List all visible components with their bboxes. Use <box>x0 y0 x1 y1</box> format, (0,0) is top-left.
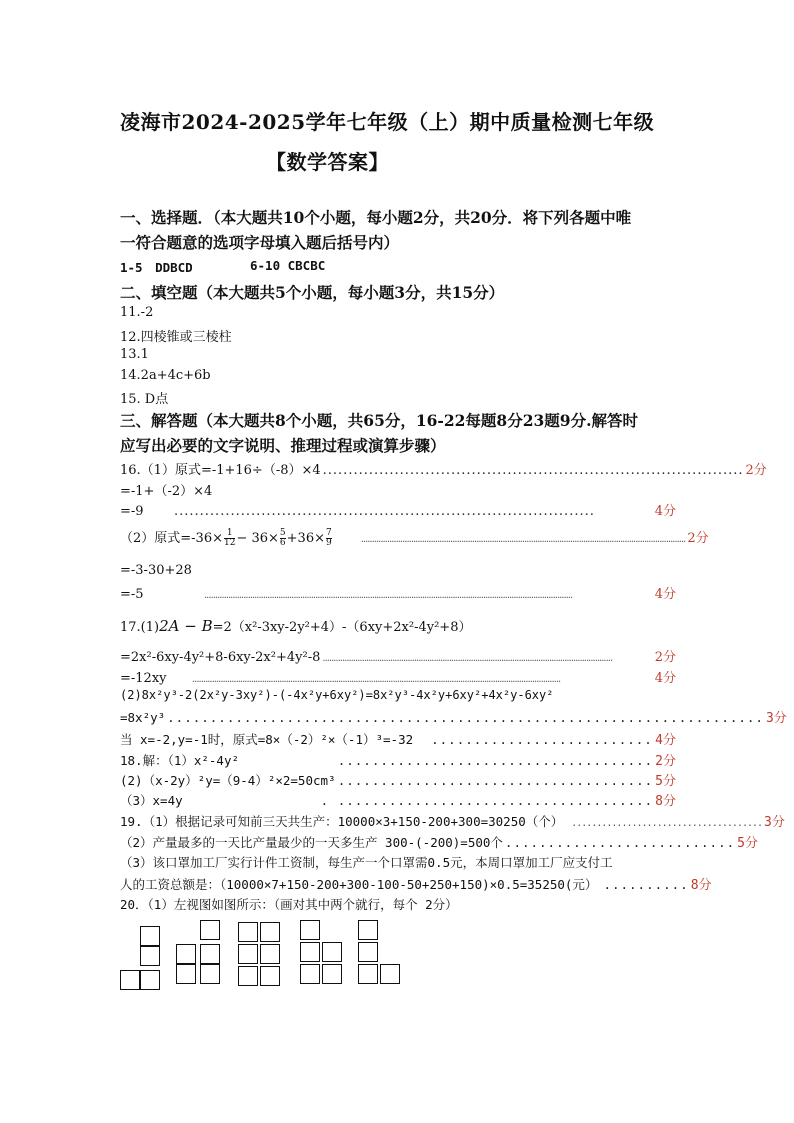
q18-part1: 18.解：（1）x²-4y² <box>120 753 240 768</box>
leader-dots: ..................................... <box>337 753 654 768</box>
q16-line6 <box>120 583 676 602</box>
fraction: $\frac{5}{6}$ <box>279 528 286 548</box>
q18-part2: (2)（x-2y）²y=（9-4）²×2=50cm³ <box>120 773 336 788</box>
q17-line3 <box>120 667 676 686</box>
q16-part2-step2: =-3-30+28 <box>120 563 192 578</box>
q16-line1 <box>120 459 767 478</box>
q18-line1 <box>120 750 676 769</box>
left-view-figure-2 <box>176 920 220 988</box>
q16-line3 <box>120 500 676 519</box>
left-view-figure-3 <box>238 922 284 988</box>
choice-answers-1-5: 1-5 DDBCD <box>120 260 193 275</box>
leader-dots: .......................... <box>431 732 653 747</box>
section1-heading: 一、选择题．（本大题共10个小题，每小题2分，共20分．将下列各题中唯 <box>120 208 632 227</box>
answer-14: 14.2a+4c+6b <box>120 368 211 383</box>
q17-line6 <box>120 729 676 748</box>
q16-step1: 16.（1）原式=-1+16÷（-8）×4 <box>120 463 321 478</box>
leader-dots: ...................................... <box>571 818 763 829</box>
q19-line1 <box>120 811 785 830</box>
answer-13: 13.1 <box>120 347 149 362</box>
leader-dots: . ..................................... <box>320 793 654 808</box>
q17-part2-line1: (2)8x²y³-2(2x²y-3xy²)-(-4x²y+6xy²)=8x²y³-4x²y+6xy²+4x²y-6xy² <box>120 688 554 702</box>
q19-part1: 19.（1）根据记录可知前三天共生产：10000×3+150-200+300=30250（个） <box>120 814 564 829</box>
q19-line4 <box>120 874 712 893</box>
q16-part2-step3: =-5 <box>120 587 144 602</box>
score-mark: 3分 <box>765 711 787 726</box>
q16-step2: =-1+（-2）×4 <box>120 484 213 499</box>
fraction: $\frac{1}{12}$ <box>224 528 236 548</box>
q19-part3: （3）该口罩加工厂实行计件工资制，每生产一个口罩需0.5元，本周口罩加工厂应支付工 <box>120 855 613 870</box>
score-mark: 2分 <box>745 463 767 478</box>
leader-dots: ...................................................................... <box>167 710 764 725</box>
leader-dots: .................................................................................. <box>174 504 595 519</box>
leader-dots: ......................................................................................................................................................................... <box>192 674 561 685</box>
q17-part2-step2: =8x²y³ <box>120 710 166 725</box>
section3-heading: 三、解答题（本大题共8个小题，共65分，16-22每题8分23题9分.解答时 <box>120 411 638 430</box>
answer-15: 15. D点 <box>120 392 169 407</box>
section3-heading-cont: 应写出必要的文字说明、推理过程或演算步骤） <box>120 436 446 455</box>
leader-dots: .......... <box>603 877 689 892</box>
fraction: $\frac{7}{9}$ <box>325 528 332 548</box>
section2-heading: 二、填空题（本大题共5个小题，每小题3分，共15分） <box>120 283 505 302</box>
score-mark: 3分 <box>764 815 785 830</box>
score-mark: 2分 <box>655 754 676 769</box>
section1-heading-cont: 一符合题意的选项字母填入题后括号内） <box>120 233 400 252</box>
answer-12: 12.四棱锥或三棱柱 <box>120 330 232 345</box>
q17-step3: =-12xy <box>120 671 167 686</box>
q17-line1: 17.(1)2A − B=2（x²-3xy-2y²+4）-（6xy+2x²-4y²+8） <box>120 617 472 635</box>
score-mark: 2分 <box>687 531 709 546</box>
score-mark: 2分 <box>654 650 676 665</box>
leader-dots: ..................................................................................................................................................... <box>360 534 686 545</box>
leader-dots: ........................... <box>504 835 736 850</box>
left-view-figure-4 <box>300 920 346 988</box>
leader-dots: ..................................................................................................................................... <box>322 653 613 664</box>
q17-part2-step3: 当 x=-2,y=-1时，原式=8×（-2）²×（-1）³=-32 <box>120 732 414 747</box>
q17-step2: =2x²-6xy-4y²+8-6xy-2x²+4y²-8 <box>120 650 321 665</box>
score-mark: 8分 <box>655 794 676 809</box>
score-mark: 4分 <box>655 733 676 748</box>
q17-expression: 2A − B <box>159 617 213 635</box>
q19-line2 <box>120 832 758 851</box>
score-mark: 5分 <box>655 774 676 789</box>
q17-line2 <box>120 646 676 665</box>
leader-dots: ..................................... <box>337 773 654 788</box>
q18-line2 <box>120 770 676 789</box>
document-subtitle: 【数学答案】 <box>266 150 389 174</box>
q18-line3 <box>120 790 676 809</box>
score-mark: 4分 <box>654 587 676 602</box>
score-mark: 5分 <box>737 836 758 851</box>
q18-part3: （3）x=4y <box>120 793 183 808</box>
left-view-figure-1 <box>120 926 164 990</box>
q16-line4 <box>120 527 709 548</box>
q19-part2: （2）产量最多的一天比产量最少的一天多生产 300-(-200)=500个 <box>120 835 503 850</box>
choice-answers-6-10: 6-10 CBCBC <box>250 258 326 273</box>
score-mark: 4分 <box>654 504 676 519</box>
answer-11: 11.-2 <box>120 305 154 320</box>
q19-part3-cont: 人的工资总额是：（10000×7+150-200+300-100-50+250+150)×0.5=35250(元） <box>120 877 598 892</box>
document-title: 凌海市2024-2025学年七年级（上）期中质量检测七年级 <box>120 110 655 134</box>
score-mark: 8分 <box>690 878 712 893</box>
score-mark: 4分 <box>654 671 676 686</box>
leader-dots: ......................................................................................................................................................................... <box>204 590 573 601</box>
q16-step3: =-9 <box>120 504 144 519</box>
q16-part2-expression: （2）原式=-36× $\frac{1}{12}$ − 36× $\frac{5}{6}$ +36× $\frac{7}{9}$ <box>120 528 332 548</box>
left-view-figure-5 <box>358 920 406 988</box>
q17-line5 <box>120 707 787 726</box>
q20-part1: 20．（1）左视图如图所示：（画对其中两个就行，每个 2分） <box>120 897 458 912</box>
leader-dots: .................................................................................. <box>322 463 744 478</box>
